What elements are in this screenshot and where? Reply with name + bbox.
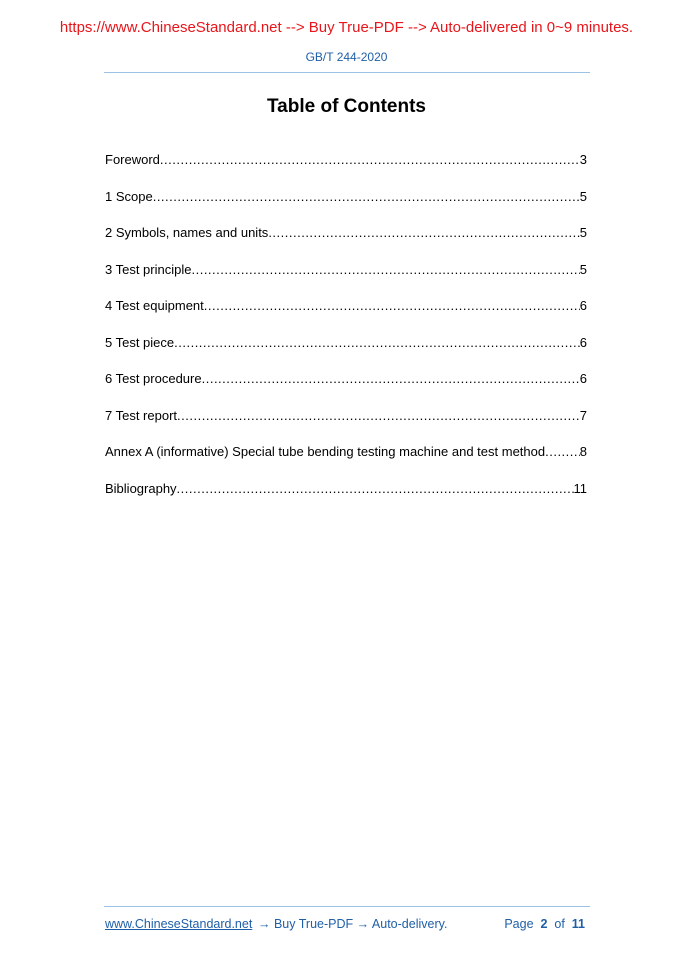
- dot-leader: [204, 296, 580, 316]
- toc-entry-label: Annex A (informative) Special tube bending testing machine and test method: [105, 444, 546, 459]
- page-indicator: [504, 917, 585, 931]
- toc-entry-test-report[interactable]: [105, 406, 587, 443]
- toc-entry-label: 2 Symbols, names and units: [105, 225, 269, 240]
- toc-entry-test-procedure[interactable]: [105, 369, 587, 406]
- toc-entry-page: 8: [579, 444, 587, 459]
- toc-entry-label: Foreword: [105, 152, 160, 167]
- toc-entry-scope[interactable]: [105, 187, 587, 224]
- dot-leader: [202, 369, 580, 389]
- toc-entry-page: 6: [579, 298, 587, 313]
- toc-entry-label: 4 Test equipment: [105, 298, 204, 313]
- toc-entry-page: 6: [579, 334, 587, 350]
- toc-entry-page: 5: [579, 225, 587, 240]
- toc-entry-label: 5 Test piece: [105, 334, 175, 350]
- toc-entry-page: 5: [579, 188, 587, 204]
- page-of-label: of: [554, 917, 565, 931]
- toc-entry-label: 7 Test report: [105, 407, 178, 423]
- toc-entry-symbols[interactable]: [105, 223, 587, 260]
- dot-leader: [545, 442, 580, 462]
- toc-entry-page: 6: [579, 371, 587, 386]
- toc-entry-test-piece[interactable]: [105, 333, 587, 370]
- toc-entry-test-principle[interactable]: [105, 260, 587, 297]
- dot-leader: [177, 479, 574, 499]
- total-page-count: 11: [571, 917, 585, 931]
- toc-entry-page: 3: [579, 152, 587, 167]
- promo-banner[interactable]: https://www.ChineseStandard.net --> Buy True-PDF --> Auto-delivered in 0~9 minutes.: [59, 19, 634, 36]
- footer-promo-text: → Buy True-PDF → Auto-delivery.: [258, 917, 448, 931]
- page-label: Page: [504, 917, 534, 931]
- dot-leader: [268, 223, 579, 243]
- dot-leader: [160, 150, 580, 170]
- toc-entry-page: 7: [579, 407, 587, 423]
- toc-entry-page: 11: [573, 480, 587, 496]
- footer-site-link[interactable]: www.ChineseStandard.net: [105, 917, 253, 931]
- toc-entry-label: Bibliography: [105, 480, 177, 496]
- toc-entry-annex-a[interactable]: [105, 442, 587, 479]
- dot-leader: [153, 187, 580, 207]
- toc-entry-label: 1 Scope: [105, 188, 153, 204]
- dot-leader: [177, 406, 580, 426]
- toc-entry-foreword[interactable]: [105, 150, 587, 187]
- toc-entry-label: 6 Test procedure: [105, 371, 202, 386]
- toc-entry-label: 3 Test principle: [105, 261, 192, 277]
- document-code: GB/T 244-2020: [305, 50, 388, 64]
- toc-entry-test-equipment[interactable]: [105, 296, 587, 333]
- toc-entry-bibliography[interactable]: [105, 479, 587, 516]
- dot-leader: [191, 260, 579, 280]
- dot-leader: [174, 333, 580, 353]
- footer-divider: [104, 906, 590, 907]
- current-page-number: 2: [540, 917, 548, 931]
- page-title: Table of Contents: [266, 96, 427, 117]
- toc-entry-page: 5: [579, 261, 587, 277]
- header-divider: [104, 72, 590, 73]
- toc-list: [105, 150, 587, 515]
